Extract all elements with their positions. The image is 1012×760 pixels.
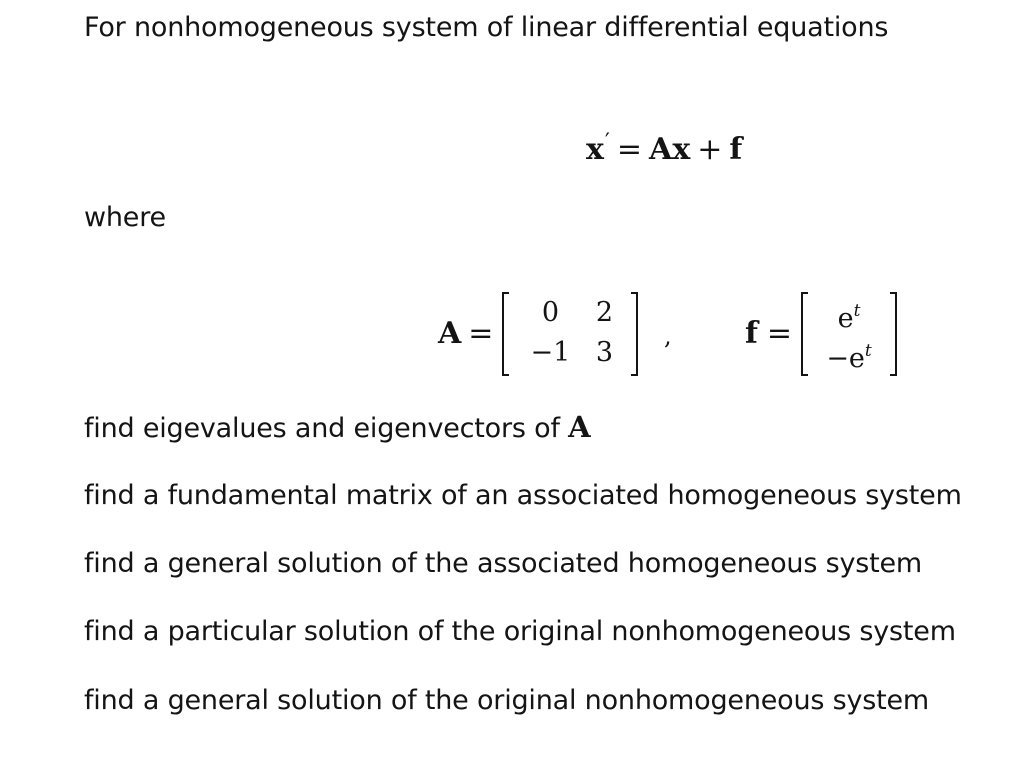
matrix-A-equation [438,292,638,376]
task-particular-solution: find a particular solution of the original nonhomogeneous system [84,616,956,647]
vector-f [801,292,897,376]
task-fundamental-matrix: find a fundamental matrix of an associated homogeneous system [84,480,962,511]
vector-f-right-bracket [890,292,897,376]
where-text: where [84,202,166,233]
matrix-comma: , [664,322,672,350]
matrix-A-cell-21: −1 [530,337,571,368]
eq-equals: = [616,132,643,167]
task-nonhomogeneous-general: find a general solution of the original nonhomogeneous system [84,685,930,716]
eq-x2: x [672,132,691,167]
matrix-A-right-bracket [631,292,638,376]
vector-f-name: f [745,316,758,351]
vector-f-equals: = [766,316,793,351]
matrix-A-cell-22: 3 [595,337,614,368]
eq-plus: + [697,132,723,167]
intro-text: For nonhomogeneous system of linear differential equations [84,12,889,43]
vector-f-cell-1-base: e [837,303,854,334]
matrix-A-cell-11: 0 [541,297,560,328]
vector-f-equation [745,292,897,376]
task-eigen-text: find eigevalues and eigenvectors of [84,413,569,444]
eq-prime: ′ [604,130,610,155]
vector-f-cell-2 [815,336,883,374]
matrix-A-cell-12: 2 [595,297,614,328]
vector-f-cell-1 [819,296,879,334]
task-eigen [84,410,590,446]
vector-f-cell-2-exp: t [864,341,872,361]
matrix-A-name: A [438,316,462,351]
vector-f-left-bracket [801,292,808,376]
vector-f-cell-1-exp: t [853,301,861,321]
matrix-A-left-bracket [502,292,509,376]
eq-x: x [586,132,604,167]
vector-f-cell-2-base: −e [826,343,865,374]
matrix-A [502,292,638,376]
eq-f: f [729,132,743,167]
task-eigen-A: A [568,410,591,444]
task-homogeneous-general: find a general solution of the associated homogeneous system [84,548,922,579]
matrix-A-equals: = [468,316,494,351]
eq-A: A [649,132,673,167]
main-equation [586,126,742,167]
